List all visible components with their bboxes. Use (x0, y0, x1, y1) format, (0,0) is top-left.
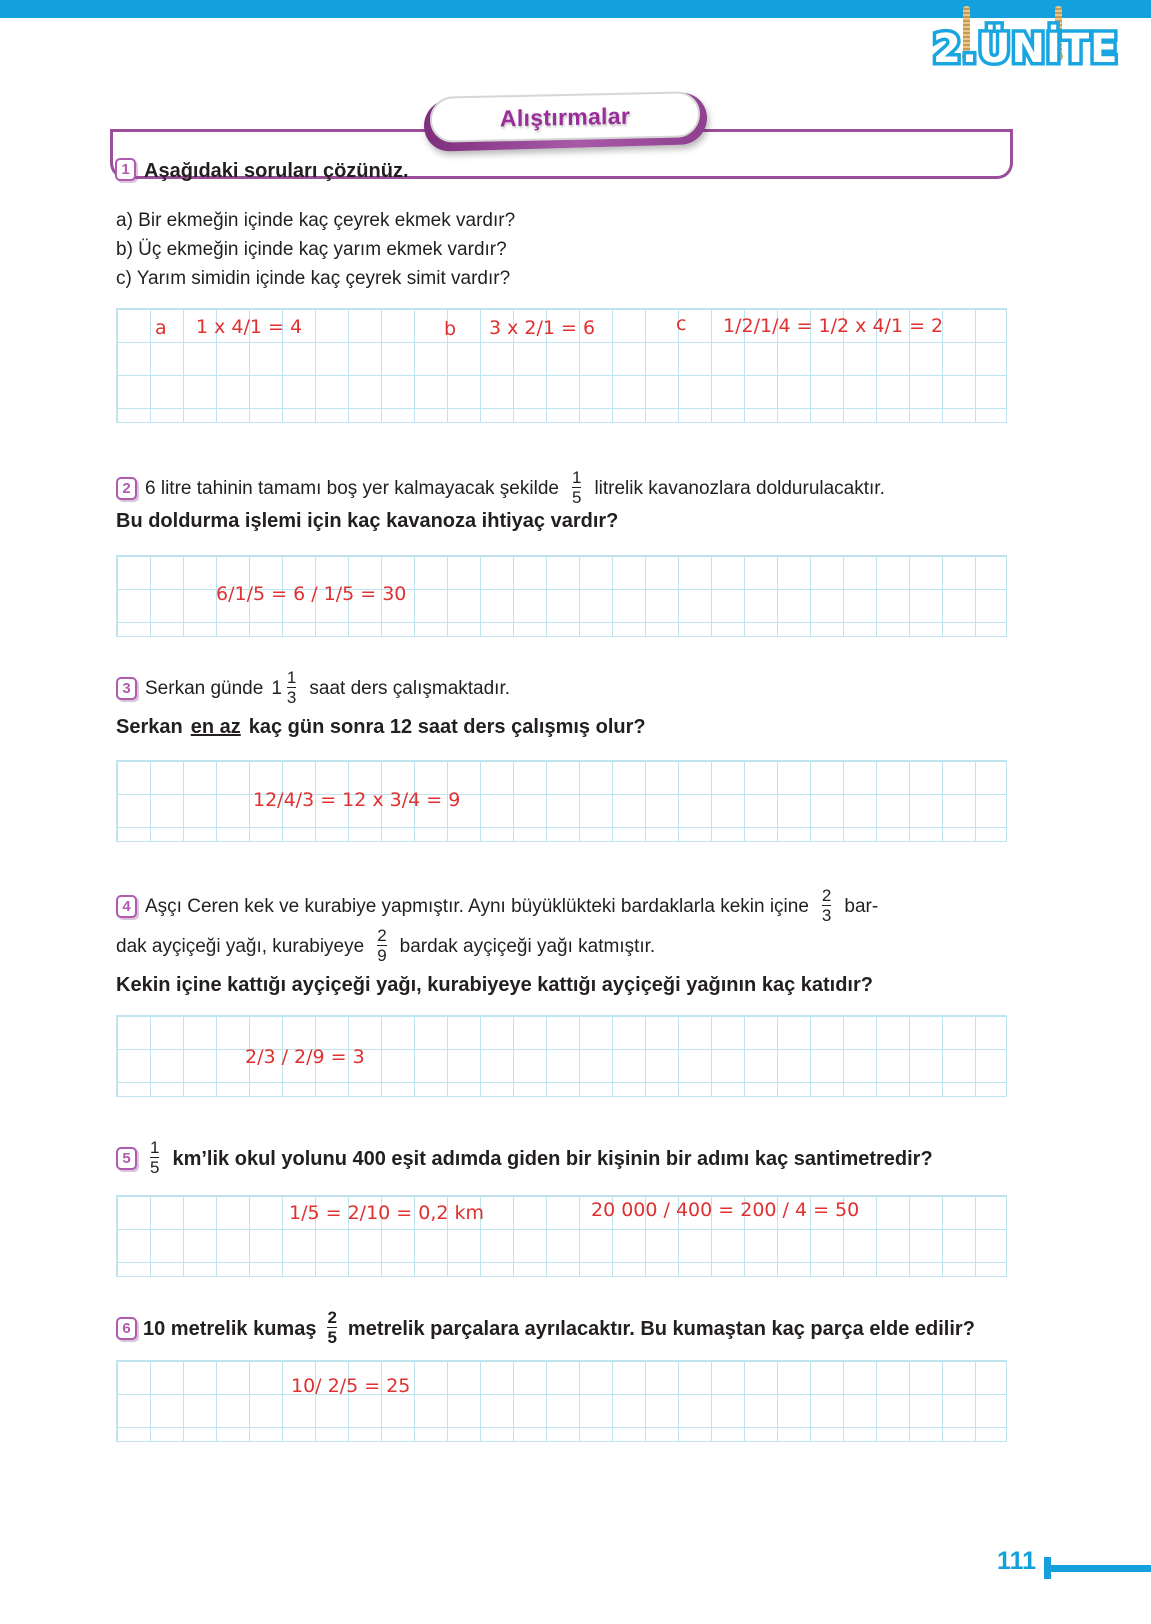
question-4-fraction-2 (377, 927, 386, 964)
question-4-fraction-1-denominator: 3 (821, 906, 832, 925)
question-1-answer-b-label: b (444, 318, 457, 340)
question-1-number: 1 (115, 158, 136, 181)
question-4-line1-after: bar- (844, 895, 879, 917)
question-1-item-b-text: b) Üç ekmeğin içinde kaç yarım ekmek vardır? (116, 239, 507, 260)
question-5-answer-text-1: 1/5 = 2/10 = 0,2 km (289, 1202, 485, 1224)
footer-accent-bar (1046, 1565, 1151, 1572)
question-2-text-before: 6 litre tahinin tamamı boş yer kalmayacak şekilde (145, 477, 559, 499)
question-1-item-a (116, 208, 515, 234)
question-3-mixed-denominator: 3 (286, 688, 297, 707)
question-4-fraction-1-numerator: 2 (821, 886, 832, 905)
question-4-bold-text: Kekin içine kattığı ayçiçeği yağı, kurabiyeye kattığı ayçiçeği yağının kaç katıdır? (116, 974, 873, 996)
question-6-text-before: 10 metrelik kumaş (143, 1317, 317, 1340)
question-1-item-c (116, 266, 510, 292)
question-4-statement-line2 (116, 928, 655, 965)
question-1-answer-a-text: 1 x 4/1 = 4 (196, 316, 303, 338)
question-6-fraction-denominator: 5 (327, 1328, 337, 1347)
unit-badge (933, 0, 1119, 95)
question-4-number: 4 (116, 895, 137, 918)
question-3-bold-line (116, 714, 646, 740)
question-4-bold-line (116, 972, 873, 998)
question-2-statement (116, 470, 885, 507)
question-2-answer-text: 6/1/5 = 6 / 1/5 = 30 (216, 583, 407, 605)
question-1-prompt-text: Aşağıdaki soruları çözünüz. (144, 160, 409, 182)
question-1-answer-a-label: a (155, 317, 167, 339)
question-3-mixed-number (271, 670, 301, 707)
question-4-fraction-2-denominator: 9 (377, 946, 387, 965)
question-1-item-c-text: c) Yarım simidin içinde kaç çeyrek simit vardır? (116, 268, 511, 289)
question-3-text-after: saat ders çalışmaktadır. (309, 677, 511, 699)
question-6-fraction-numerator: 2 (327, 1308, 337, 1327)
question-3-bold-before: Serkan (116, 716, 183, 738)
question-5-bold-text: km’lik okul yolunu 400 eşit adımda giden bir kişinin bir adımı kaç santimetredir? (172, 1147, 933, 1170)
question-3-mixed-fraction (287, 669, 296, 706)
question-2-fraction-numerator: 1 (571, 468, 582, 487)
question-4-fraction-1 (822, 887, 831, 924)
question-1-item-a-text: a) Bir ekmeğin içinde kaç çeyrek ekmek vardır? (116, 210, 516, 231)
question-1-item-b (116, 237, 507, 263)
question-3-bold-after: kaç gün sonra 12 saat ders çalışmış olur? (248, 716, 646, 738)
unit-badge-label: 2.ÜNİTE (933, 26, 1119, 72)
question-2-fraction (572, 469, 581, 506)
question-2-fraction-denominator: 5 (571, 488, 582, 507)
question-6-statement (116, 1310, 975, 1347)
question-5-fraction-numerator: 1 (150, 1138, 160, 1157)
question-4-line2-before: dak ayçiçeği yağı, kurabiyeye (116, 935, 365, 957)
question-6-number: 6 (116, 1317, 137, 1340)
question-5-answer-grid[interactable] (116, 1195, 1007, 1277)
question-3-answer-grid[interactable] (116, 760, 1007, 842)
question-4-line2-after: bardak ayçiçeği yağı katmıştır. (399, 935, 656, 957)
question-2-number: 2 (116, 477, 137, 500)
question-6-answer-grid[interactable] (116, 1360, 1007, 1442)
question-6-fraction (327, 1309, 336, 1346)
question-5-statement (116, 1140, 933, 1177)
question-5-fraction (150, 1139, 159, 1176)
question-2-bold-line (116, 508, 618, 534)
question-3-mixed-numerator: 1 (286, 668, 297, 687)
title-tab-label: Alıştırmalar (499, 102, 631, 131)
question-5-number: 5 (116, 1147, 137, 1170)
question-3-bold-underlined: en az (190, 716, 241, 738)
question-4-fraction-2-numerator: 2 (377, 926, 387, 945)
question-1-answer-c-label: c (676, 313, 687, 335)
question-4-statement-line1 (116, 888, 878, 925)
question-2-text-after: litrelik kavanozlara doldurulacaktır. (594, 477, 885, 499)
question-6-text-after: metrelik parçalara ayrılacaktır. Bu kumaştan kaç parça elde edilir? (347, 1317, 975, 1340)
question-2-bold-text: Bu doldurma işlemi için kaç kavanoza ihtiyaç vardır? (116, 510, 619, 532)
question-3-statement (116, 670, 510, 707)
question-3-mixed-whole: 1 (271, 677, 282, 699)
question-3-number: 3 (116, 677, 137, 700)
question-1-answer-c-text: 1/2/1/4 = 1/2 x 4/1 = 2 (723, 315, 944, 337)
question-1-prompt (115, 158, 409, 184)
question-3-answer-text: 12/4/3 = 12 x 3/4 = 9 (253, 789, 461, 811)
title-tab (430, 91, 700, 143)
question-3-text-before: Serkan günde (145, 677, 264, 699)
page-number: 111 (997, 1547, 1036, 1575)
question-4-line1-before: Aşçı Ceren kek ve kurabiye yapmıştır. Aynı büyüklükteki bardaklarla kekin içine (145, 895, 809, 917)
question-6-answer-text: 10/ 2/5 = 25 (291, 1375, 411, 1397)
question-1-answer-b-text: 3 x 2/1 = 6 (489, 317, 596, 339)
question-4-answer-text: 2/3 / 2/9 = 3 (245, 1046, 365, 1068)
question-5-fraction-denominator: 5 (150, 1158, 160, 1177)
question-5-answer-text-2: 20 000 / 400 = 200 / 4 = 50 (591, 1199, 860, 1221)
